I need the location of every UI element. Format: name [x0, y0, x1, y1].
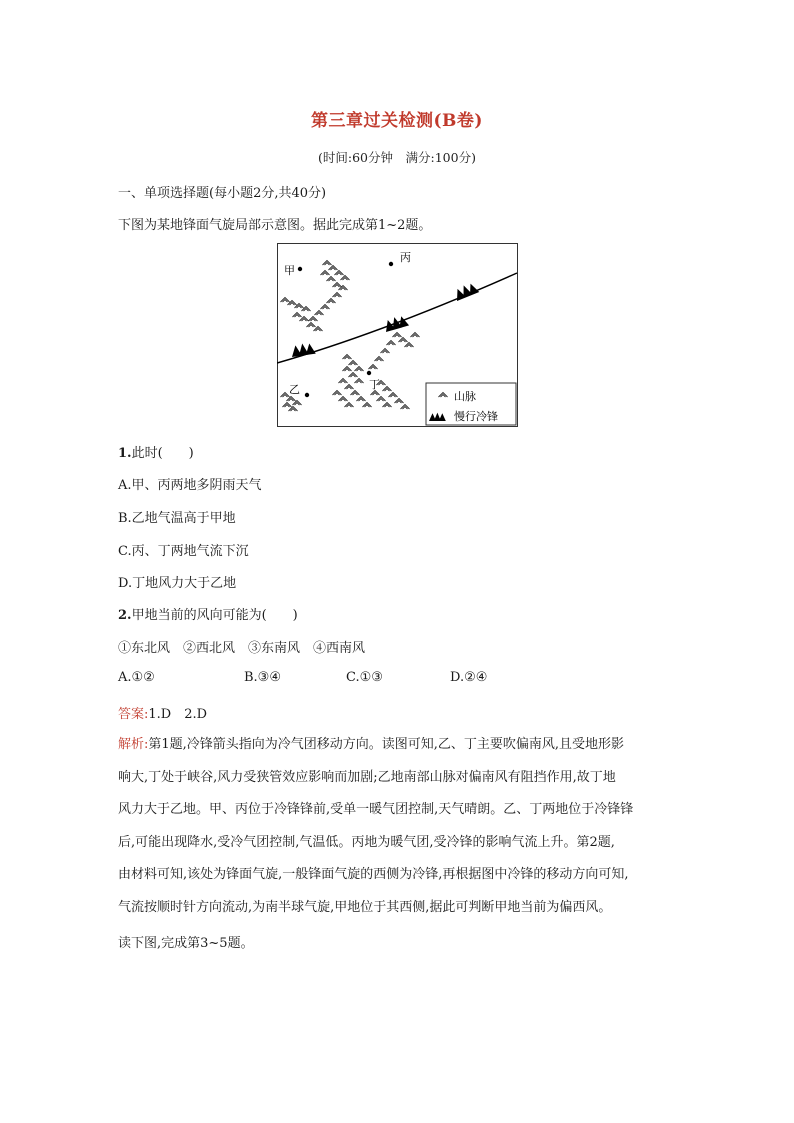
label-ding: 丁 [369, 378, 380, 391]
question-1-number: 1. [118, 446, 132, 461]
question-1-option-b: B.乙地气温高于甲地 [118, 511, 236, 526]
question-2-option-d: D.②④ [450, 670, 488, 685]
question-1-stem: 1.此时( ) [118, 446, 194, 461]
question-1-option-a: A.甲、丙两地多阴雨天气 [118, 478, 262, 493]
analysis-line: 气流按顺时针方向流动,为南半球气旋,甲地位于其西侧,据此可判断甲地当前为偏西风。 [118, 899, 612, 915]
legend-cold-front-label: 慢行冷锋 [454, 410, 498, 423]
question-1-option-d: D.丁地风力大于乙地 [118, 576, 237, 591]
question-2-stem: 2.甲地当前的风向可能为( ) [118, 608, 298, 623]
question-intro: 下图为某地锋面气旋局部示意图。据此完成第1~2题。 [118, 218, 432, 233]
label-jia: 甲 [284, 264, 295, 277]
analysis-label: 解析: [118, 737, 149, 752]
exam-time-score: (时间:60分钟 满分:100分) [318, 150, 476, 165]
question-2-option-c: C.①③ [346, 670, 383, 685]
question-2-options [118, 670, 598, 690]
answer-label: 答案: [118, 707, 149, 722]
map-legend [426, 383, 516, 425]
analysis-line: 由材料可知,该处为锋面气旋,一般锋面气旋的西侧为冷锋,再根据图中冷锋的移动方向可知, [118, 867, 629, 882]
point-jia [298, 267, 302, 271]
question-2-number: 2. [118, 608, 132, 623]
answer-text: 1.D 2.D [148, 707, 208, 722]
section-heading: 一、单项选择题(每小题2分,共40分) [118, 186, 327, 201]
label-yi: 乙 [289, 383, 300, 396]
label-bing: 丙 [400, 251, 411, 264]
frontal-cyclone-map [277, 243, 518, 427]
point-yi [305, 393, 309, 397]
question-2-option-a: A.①② [118, 670, 155, 685]
question-1-option-c: C.丙、丁两地气流下沉 [118, 544, 249, 559]
analysis-block [118, 729, 680, 924]
analysis-line: 后,可能出现降水,受冷气团控制,气温低。丙地为暖气团,受冷锋的影响气流上升。第2题, [118, 834, 615, 850]
question-2-option-b: B.③④ [244, 670, 281, 685]
analysis-line: 响大,丁处于峡谷,风力受狭管效应影响而加剧;乙地南部山脉对偏南风有阻挡作用,故丁地 [118, 769, 616, 785]
question-2-choices: ①东北风 ②西北风 ③东南风 ④西南风 [118, 641, 366, 656]
point-bing [389, 262, 393, 266]
legend-mountain-label: 山脉 [454, 390, 476, 403]
question-intro-2: 读下图,完成第3~5题。 [118, 936, 254, 951]
analysis-line: 风力大于乙地。甲、丙位于冷锋锋前,受单一暖气团控制,天气晴朗。乙、丁两地位于冷锋锋 [118, 802, 634, 817]
page-title: 第三章过关检测(B卷) [311, 111, 483, 131]
analysis-line: 解析:第1题,冷锋箭头指向为冷气团移动方向。读图可知,乙、丁主要吹偏南风,且受地形影 [118, 737, 625, 752]
answer-line [118, 703, 207, 722]
point-ding [367, 371, 371, 375]
